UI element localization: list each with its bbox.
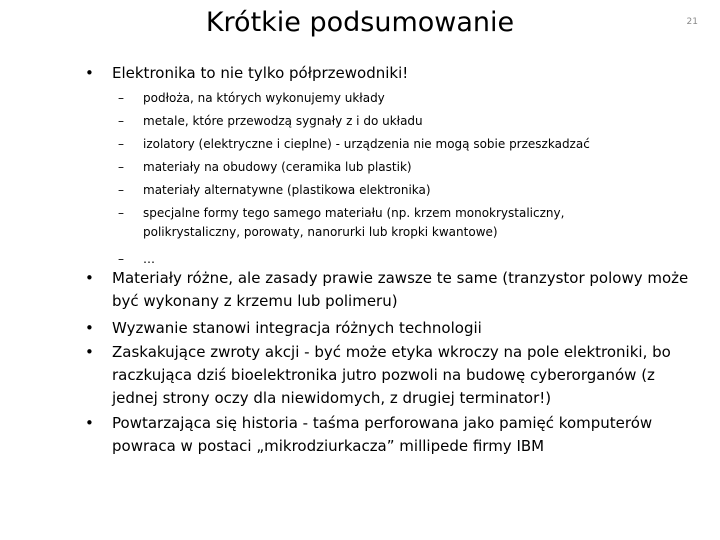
sub-bullet-marker: – — [118, 160, 124, 174]
bullet-text: Wyzwanie stanowi integracja różnych technologii — [112, 319, 482, 337]
slide-number: 21 — [686, 17, 698, 27]
bullet-marker: • — [85, 269, 94, 287]
sub-bullet-text: materiały na obudowy (ceramika lub plastik) — [143, 160, 412, 174]
slide-title: Krótkie podsumowanie — [205, 7, 515, 38]
sub-bullet-marker: – — [118, 252, 124, 266]
sub-bullet-text: … — [143, 252, 155, 266]
bullet-marker: • — [85, 414, 94, 432]
bullet-text: Powtarzająca się historia - taśma perforowana jako pamięć komputerów powraca w postaci „mikrodziurkacza” millipede firmy IBM — [112, 414, 653, 455]
bullet-marker: • — [85, 64, 94, 82]
bullet-text: Elektronika to nie tylko półprzewodniki! — [112, 64, 409, 82]
bullet-text: Materiały różne, ale zasady prawie zawsze te same (tranzystor polowy może być wykonany z krzemu lub polimeru) — [112, 269, 689, 310]
sub-bullet-marker: – — [118, 114, 124, 128]
bullet-marker: • — [85, 319, 94, 337]
bullet-marker: • — [85, 343, 94, 361]
sub-bullet-marker: – — [118, 206, 124, 220]
sub-bullet-marker: – — [118, 183, 124, 197]
sub-bullet-marker: – — [118, 91, 124, 105]
sub-bullet-text: metale, które przewodzą sygnały z i do układu — [143, 114, 423, 128]
sub-bullet-text: materiały alternatywne (plastikowa elektronika) — [143, 183, 431, 197]
sub-bullet-text: specjalne formy tego samego materiału (np. krzem monokrystaliczny, polikrystaliczny, porowaty, nanorurki lub kropki kwantowe) — [143, 206, 565, 239]
sub-bullet-marker: – — [118, 137, 124, 151]
sub-bullet-text: izolatory (elektryczne i cieplne) - urządzenia nie mogą sobie przeszkadzać — [143, 137, 590, 151]
sub-bullet-text: podłoża, na których wykonujemy układy — [143, 91, 385, 105]
bullet-text: Zaskakujące zwroty akcji - być może etyka wkroczy na pole elektroniki, bo raczkująca dziś bioelektronika jutro pozwoli na budowę cyberorganów (z jednej strony oczy dla niewidomych, z drugiej terminator!) — [112, 343, 671, 407]
